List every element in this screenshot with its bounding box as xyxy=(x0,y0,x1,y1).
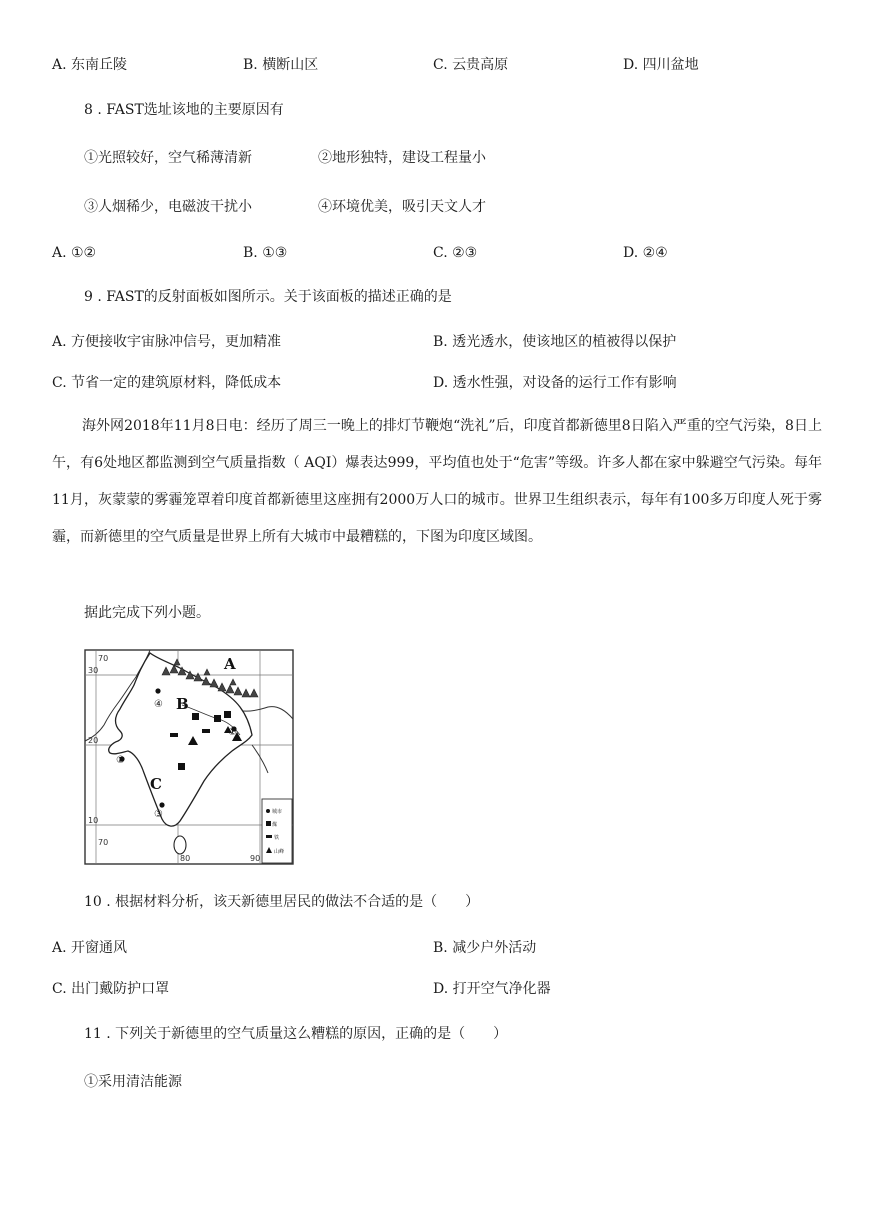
lon-label-90: 90 xyxy=(250,854,261,863)
point-label-3: ③ xyxy=(154,809,163,820)
q9-option-d: D. 透水性强，对设备的运行工作有影响 xyxy=(433,375,677,391)
q8-stem: 8 . FAST选址该地的主要原因有 xyxy=(84,102,284,118)
point-label-1: ① xyxy=(228,727,237,738)
region-label-c: C xyxy=(150,775,162,793)
q8-option-a: A. ①② xyxy=(52,245,97,261)
material-paragraph: 海外网2018年11月8日电：经历了周三一晚上的排灯节鞭炮“洗礼”后，印度首都新德里8日陷入严重的空气污染，8日上午，有6处地区都监测到空气质量指数（ AQI）爆表达999，平均值也处于“危害”等级。许多人都在家中躲避空气污染。每年11月，灰蒙蒙的雾霾笼罩着印度首都新德里这座拥有2000万人口的城市。世界卫生组织表示，每年有100多万印度人死于雾霾，而新德里的空气质量是世界上所有大城市中最糟糕的，下图为印度区域图。 xyxy=(52,418,822,545)
lat-label-10: 10 xyxy=(88,816,99,825)
q10-stem: 10 . 根据材料分析，该天新德里居民的做法不合适的是（ ） xyxy=(84,894,480,910)
q8-item-2: ②地形独特，建设工程量小 xyxy=(318,150,486,166)
legend-peak-label: 山峰 xyxy=(274,849,285,855)
sri-lanka-outline xyxy=(174,836,186,854)
point-label-4: ④ xyxy=(154,699,163,710)
q8-option-d: D. ②④ xyxy=(623,245,668,261)
legend-city-symbol xyxy=(266,809,270,813)
q8-option-c: C. ②③ xyxy=(433,245,478,261)
q11-item-1: ①采用清洁能源 xyxy=(84,1074,182,1090)
q7-option-c: C. 云贵高原 xyxy=(433,57,509,73)
lon-label-70-bottom: 70 xyxy=(98,838,109,847)
q9-stem: 9 . FAST的反射面板如图所示。关于该面板的描述正确的是 xyxy=(84,289,452,305)
q8-item-1: ①光照较好，空气稀薄清新 xyxy=(84,150,252,166)
india-region-map xyxy=(84,649,300,867)
q7-option-b: B. 横断山区 xyxy=(243,57,319,73)
q8-item-4: ④环境优美，吸引天文人才 xyxy=(318,199,486,215)
region-label-b: B xyxy=(176,695,189,713)
q9-option-c: C. 节省一定的建筑原材料，降低成本 xyxy=(52,375,282,391)
material-instruction: 据此完成下列小题。 xyxy=(84,605,210,621)
lon-label-70: 70 xyxy=(98,654,109,663)
q10-option-a: A. 开窗通风 xyxy=(52,940,128,956)
lat-label-30: 30 xyxy=(88,666,99,675)
legend-iron-symbol xyxy=(266,835,272,838)
q9-option-a: A. 方便接收宇宙脉冲信号，更加精准 xyxy=(52,334,282,350)
legend-coal-label: 煤 xyxy=(272,822,278,828)
q10-option-d: D. 打开空气净化器 xyxy=(433,981,551,997)
region-label-a: A xyxy=(224,655,236,673)
q11-stem: 11 . 下列关于新德里的空气质量这么糟糕的原因，正确的是（ ） xyxy=(84,1026,508,1042)
q7-option-a: A. 东南丘陵 xyxy=(52,57,128,73)
q10-option-b: B. 减少户外活动 xyxy=(433,940,537,956)
q8-option-b: B. ①③ xyxy=(243,245,288,261)
india-map-svg xyxy=(84,649,300,867)
q7-option-d: D. 四川盆地 xyxy=(623,57,699,73)
legend-iron-label: 铁 xyxy=(274,835,280,841)
point-label-2: ② xyxy=(116,755,125,766)
legend-coal-symbol xyxy=(266,821,271,826)
q8-item-3: ③人烟稀少，电磁波干扰小 xyxy=(84,199,252,215)
legend-city-label: 城市 xyxy=(272,809,283,815)
q9-option-b: B. 透光透水，使该地区的植被得以保护 xyxy=(433,334,677,350)
q10-option-c: C. 出门戴防护口罩 xyxy=(52,981,170,997)
lon-label-80: 80 xyxy=(180,854,191,863)
lat-label-20: 20 xyxy=(88,736,99,745)
